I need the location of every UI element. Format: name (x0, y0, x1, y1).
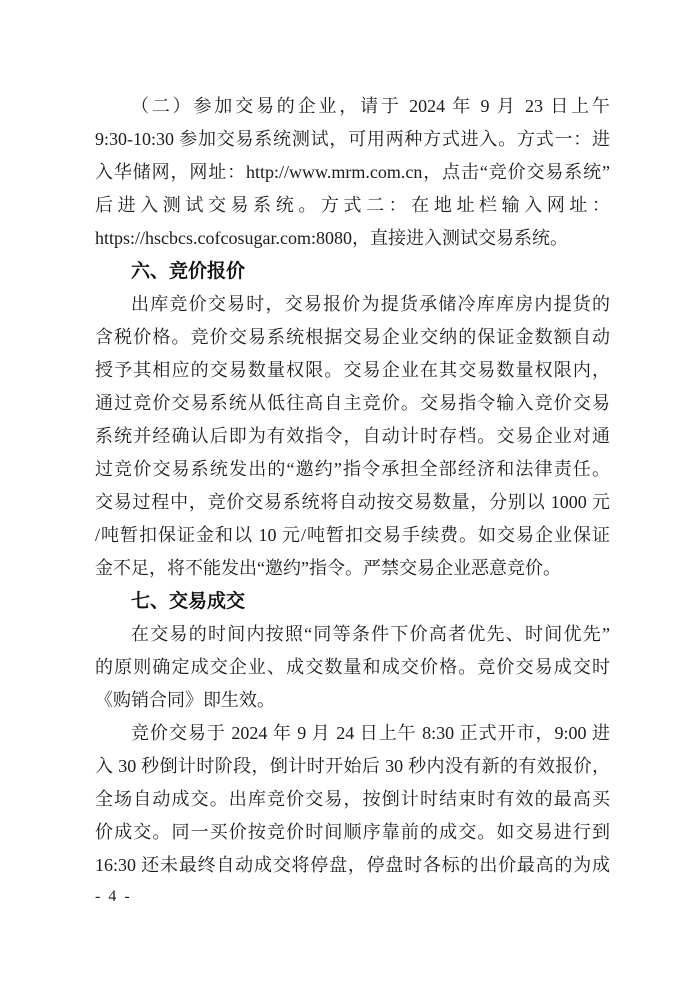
text-line: 价成交。同一买价按竞价时间顺序靠前的成交。如交易进行到 (95, 822, 610, 842)
text-line: 在交易的时间内按照“同等条件下价高者优先、时间优先” (131, 624, 610, 644)
text-line: https://hscbcs.cofcosugar.com:8080，直接进入测试交易系统。 (95, 228, 568, 248)
text-line: 过竞价交易系统发出的“邀约”指令承担全部经济和法律责任。 (95, 459, 610, 479)
text-line: 入华储网，网址：http://www.mrm.com.cn，点击“竞价交易系统” (95, 162, 610, 182)
text-line: 入 30 秒倒计时阶段，倒计时开始后 30 秒内没有新的有效报价， (95, 756, 610, 776)
text-line: 全场自动成交。出库竞价交易，按倒计时结束时有效的最高买 (95, 789, 610, 809)
text-line: 后进入测试交易系统。方式二：在地址栏输入网址： (95, 195, 610, 215)
text-line: 授予其相应的交易数量权限。交易企业在其交易数量权限内， (95, 360, 610, 380)
text-line: 金不足，将不能发出“邀约”指令。严禁交易企业恶意竞价。 (95, 558, 561, 578)
text-line: 含税价格。竞价交易系统根据交易企业交纳的保证金数额自动 (95, 327, 610, 347)
text-line: 出库竞价交易时，交易报价为提货承储冷库库房内提货的 (131, 294, 610, 314)
text-line: /吨暂扣保证金和以 10 元/吨暂扣交易手续费。如交易企业保证 (95, 525, 610, 545)
text-line: 系统并经确认后即为有效指令，自动计时存档。交易企业对通 (95, 426, 610, 446)
text-line: 交易过程中，竞价交易系统将自动按交易数量，分别以 1000 元 (95, 492, 610, 512)
text-line: 的原则确定成交企业、成交数量和成交价格。竞价交易成交时 (95, 657, 610, 677)
page-number: - 4 - (95, 888, 132, 905)
text-line: 16:30 还未最终自动成交将停盘，停盘时各标的出价最高的为成 (95, 855, 610, 875)
text-line: 《购销合同》即生效。 (95, 690, 275, 710)
section-heading: 七、交易成交 (131, 591, 246, 612)
text-line: （二）参加交易的企业，请于 2024 年 9 月 23 日上午 (131, 96, 610, 116)
text-line: 通过竞价交易系统从低往高自主竞价。交易指令输入竞价交易 (95, 393, 610, 413)
text-line: 竞价交易于 2024 年 9 月 24 日上午 8:30 正式开市，9:00 进 (131, 723, 610, 743)
text-line: 9:30-10:30 参加交易系统测试，可用两种方式进入。方式一：进 (95, 129, 610, 149)
section-heading: 六、竞价报价 (131, 261, 246, 282)
document-body (95, 90, 610, 882)
